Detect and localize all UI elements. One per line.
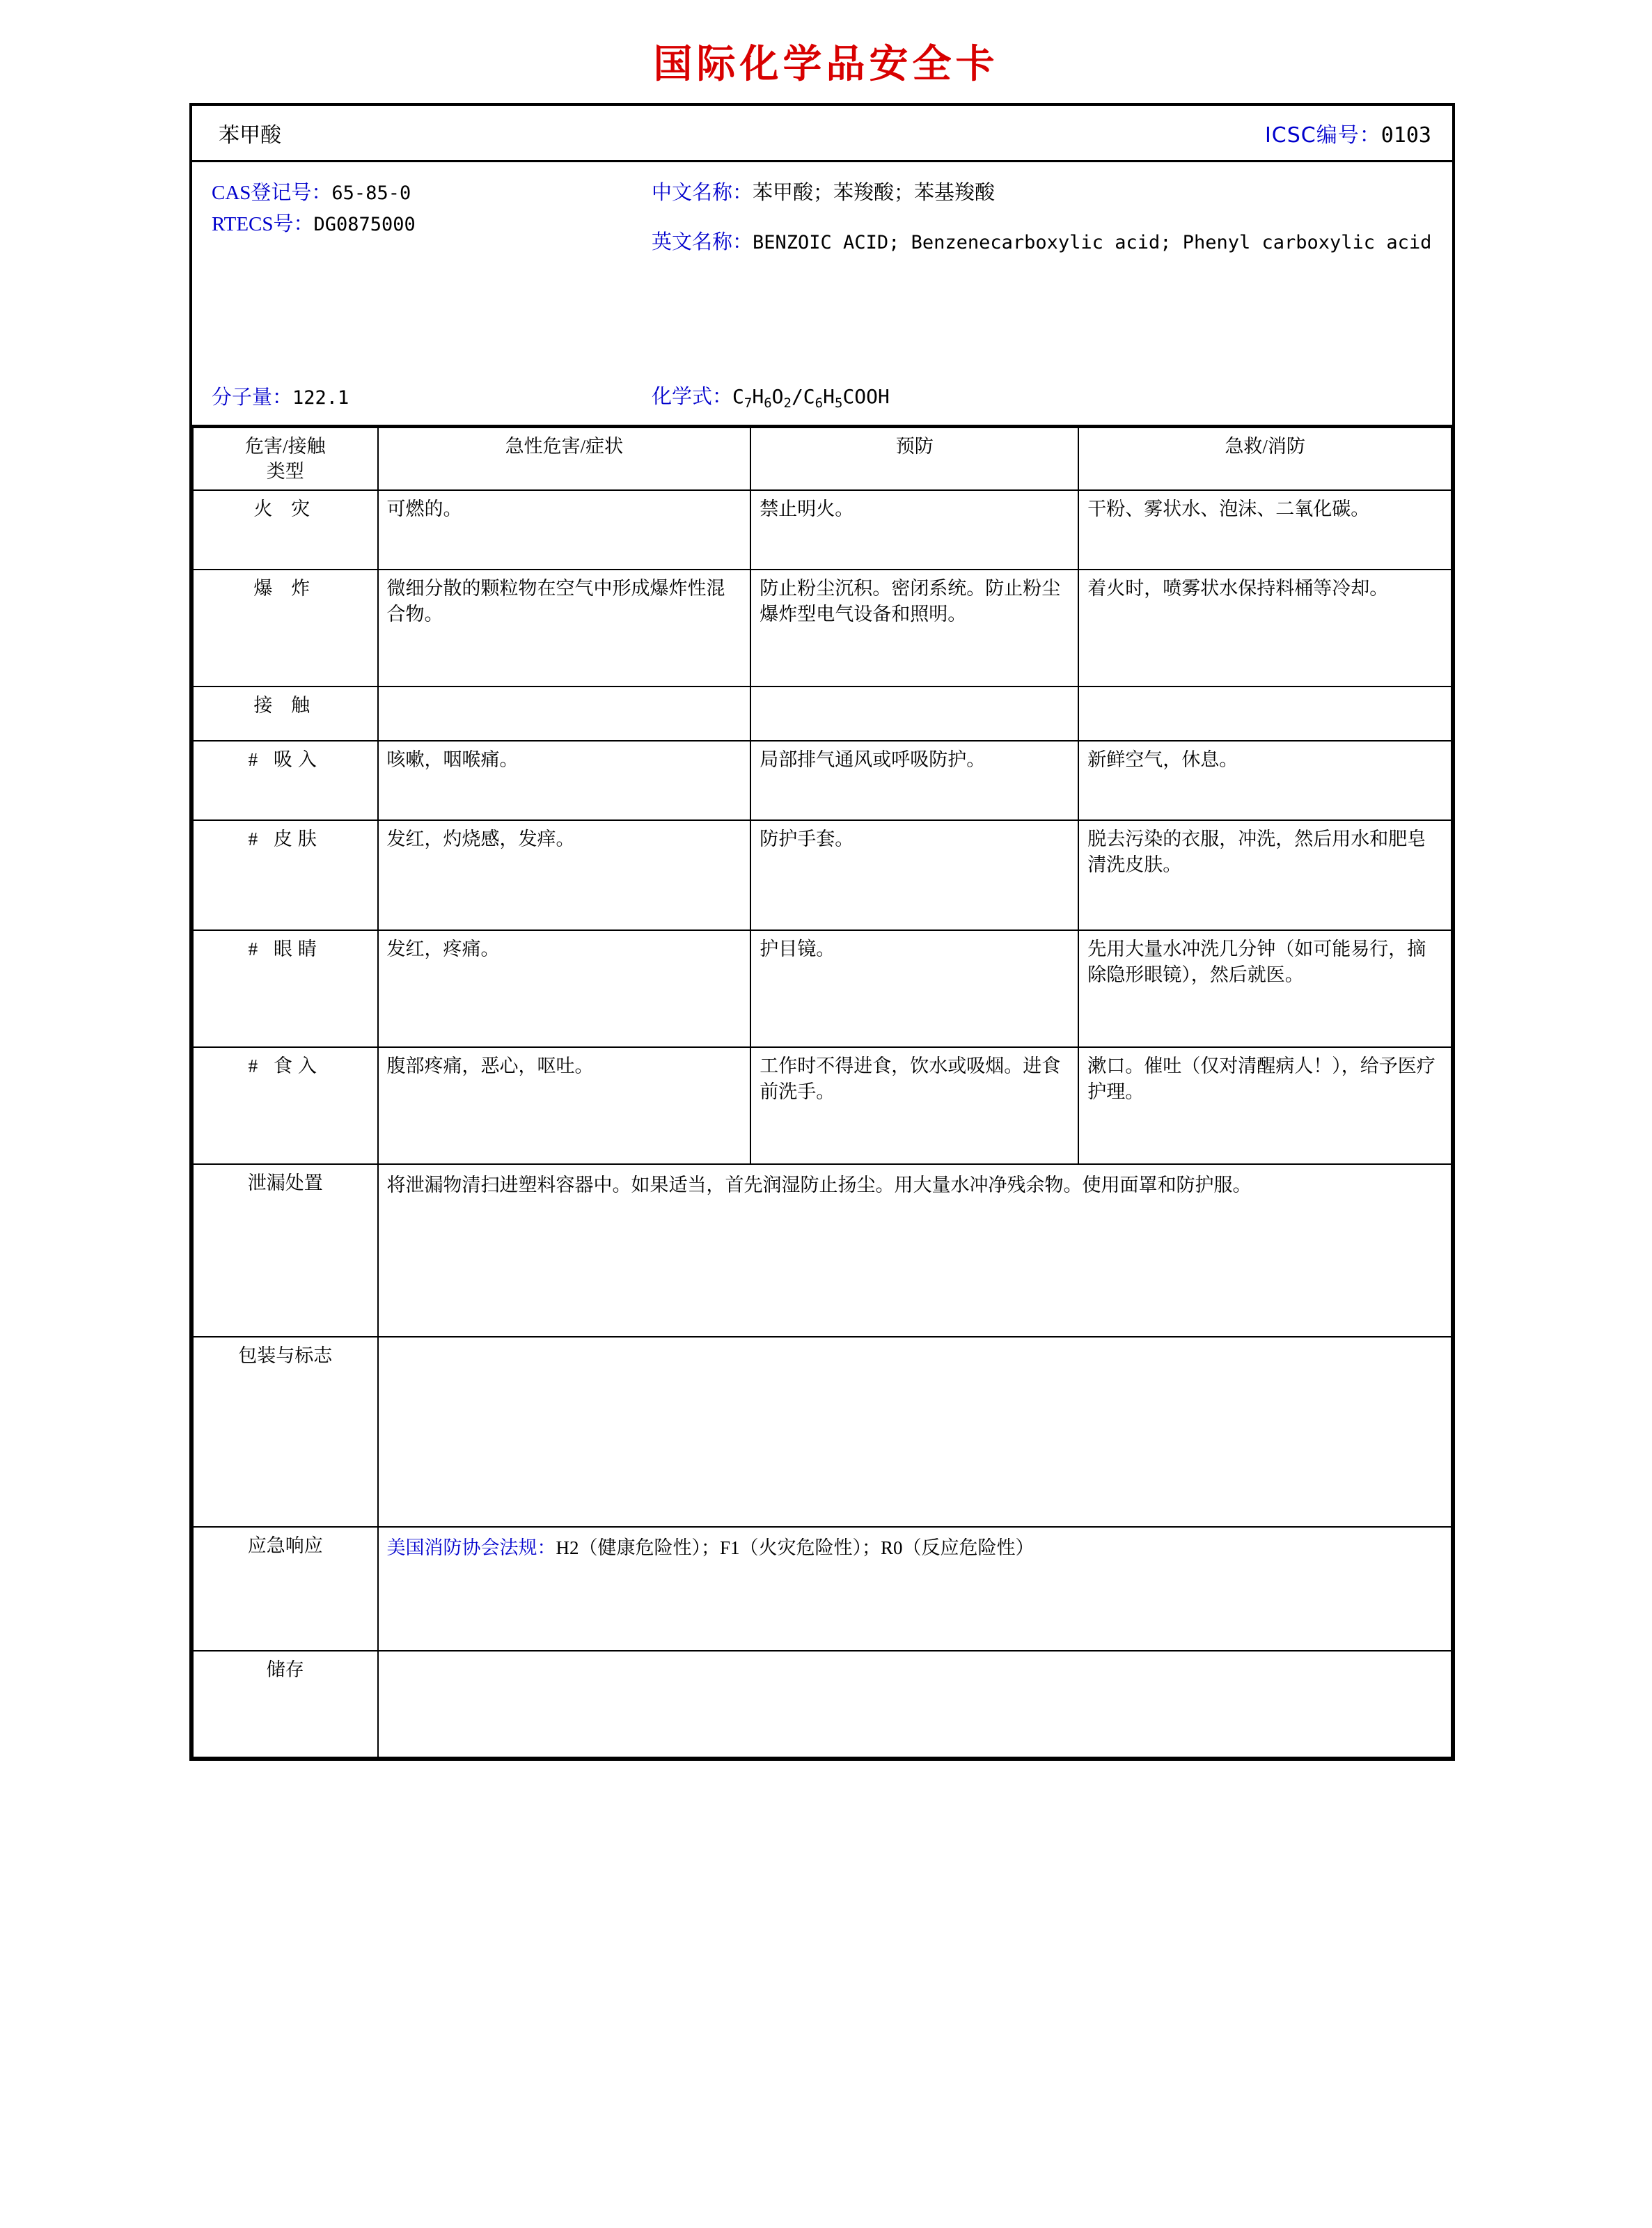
- en-names-value: BENZOIC ACID; Benzenecarboxylic acid; Phenyl carboxylic acid: [753, 231, 1432, 253]
- row-label-fire: 火 灾: [193, 490, 378, 570]
- inhalation-prevention: 局部排气通风或呼吸防护。: [750, 741, 1078, 820]
- inhalation-symptoms: 咳嗽，咽喉痛。: [378, 741, 751, 820]
- contact-symptoms: [378, 687, 751, 741]
- table-row: [193, 570, 1452, 687]
- table-row: [193, 741, 1452, 820]
- packaging-text: [378, 1337, 1452, 1527]
- identification-block: [192, 162, 1452, 427]
- hazards-table: [192, 427, 1452, 1758]
- emergency-cell: [378, 1527, 1452, 1651]
- cas-value: 65-85-0: [331, 182, 411, 204]
- table-row: [193, 820, 1452, 930]
- safety-card: [189, 103, 1455, 1761]
- identification-left: [212, 178, 643, 240]
- column-header-type-line1: 危害/接触: [244, 436, 326, 457]
- icsc-value: 0103: [1380, 123, 1431, 148]
- eyes-symptoms: 发红，疼痛。: [378, 930, 751, 1047]
- formula-value: $C_7H_6O_2/C_6H_5COOH$: [732, 384, 890, 411]
- skin-prevention: 防护手套。: [750, 820, 1078, 930]
- mw-value: 122.1: [292, 387, 349, 409]
- ingestion-prevention: 工作时不得进食，饮水或吸烟。进食前洗手。: [750, 1047, 1078, 1164]
- storage-text: [378, 1651, 1452, 1757]
- substance-name: 苯甲酸: [219, 124, 281, 147]
- en-names-label: 英文名称：: [652, 230, 753, 253]
- row-label-packaging: 包装与标志: [193, 1337, 378, 1527]
- table-header-row: [193, 427, 1452, 490]
- rtecs-label: RTECS号：: [212, 212, 314, 235]
- row-label-contact: 接 触: [193, 687, 378, 741]
- table-row: [193, 930, 1452, 1047]
- column-header-firstaid: 急救/消防: [1078, 427, 1452, 490]
- eyes-prevention: 护目镜。: [750, 930, 1078, 1047]
- row-label-eyes: # 眼睛: [193, 930, 378, 1047]
- cn-names-row: [652, 178, 1438, 209]
- explosion-prevention: 防止粉尘沉积。密闭系统。防止粉尘爆炸型电气设备和照明。: [750, 570, 1078, 687]
- skin-firstaid: 脱去污染的衣服，冲洗，然后用水和肥皂清洗皮肤。: [1078, 820, 1452, 930]
- cas-row: [212, 178, 643, 209]
- explosion-firstaid: 着火时，喷雾状水保持料桶等冷却。: [1078, 570, 1452, 687]
- cn-names-value: 苯甲酸；苯羧酸；苯基羧酸: [753, 182, 996, 204]
- table-row: [193, 1527, 1452, 1651]
- inhalation-firstaid: 新鲜空气，休息。: [1078, 741, 1452, 820]
- row-label-ingestion: # 食入: [193, 1047, 378, 1164]
- formula-row: [652, 382, 890, 414]
- spill-text: 将泄漏物清扫进塑料容器中。如果适当，首先润湿防止扬尘。用大量水冲净残余物。使用面罩和防护服。: [378, 1164, 1452, 1337]
- card-header: [192, 106, 1452, 162]
- rtecs-value: DG0875000: [313, 213, 416, 235]
- emergency-text: H2（健康危险性）；F1（火灾危险性）；R0（反应危险性）: [556, 1537, 1035, 1559]
- icsc-label: ICSC编号：: [1264, 123, 1381, 148]
- table-row: [193, 1047, 1452, 1164]
- row-label-skin: # 皮肤: [193, 820, 378, 930]
- ingestion-symptoms: 腹部疼痛，恶心，呕吐。: [378, 1047, 751, 1164]
- column-header-symptoms: 急性危害/症状: [378, 427, 751, 490]
- explosion-symptoms: 微细分散的颗粒物在空气中形成爆炸性混合物。: [378, 570, 751, 687]
- table-row: [193, 1164, 1452, 1337]
- contact-firstaid: [1078, 687, 1452, 741]
- column-header-type-line2: 类型: [266, 461, 304, 483]
- eyes-firstaid: 先用大量水冲洗几分钟（如可能易行，摘除隐形眼镜），然后就医。: [1078, 930, 1452, 1047]
- identification-right: [652, 178, 1438, 258]
- molecular-weight-row: [212, 382, 349, 414]
- row-label-storage: 储存: [193, 1651, 378, 1757]
- fire-prevention: 禁止明火。: [750, 490, 1078, 570]
- table-row: [193, 1651, 1452, 1757]
- row-label-explosion: 爆 炸: [193, 570, 378, 687]
- en-names-row: [652, 227, 1438, 258]
- row-label-spill: 泄漏处置: [193, 1164, 378, 1337]
- skin-symptoms: 发红，灼烧感，发痒。: [378, 820, 751, 930]
- column-header-type: [193, 427, 378, 490]
- mw-label: 分子量：: [212, 386, 293, 409]
- row-label-emergency: 应急响应: [193, 1527, 378, 1651]
- page-title: 国际化学品安全卡: [653, 42, 999, 87]
- emergency-lead: 美国消防协会法规：: [386, 1537, 556, 1559]
- icsc-number-block: [1265, 118, 1452, 148]
- ingestion-firstaid: 漱口。催吐（仅对清醒病人！），给予医疗护理。: [1078, 1047, 1452, 1164]
- formula-label: 化学式：: [652, 385, 733, 408]
- rtecs-row: [212, 209, 643, 240]
- cas-label: CAS登记号：: [212, 182, 332, 204]
- fire-symptoms: 可燃的。: [378, 490, 751, 570]
- row-label-inhalation: # 吸入: [193, 741, 378, 820]
- contact-prevention: [750, 687, 1078, 741]
- fire-firstaid: 干粉、雾状水、泡沫、二氧化碳。: [1078, 490, 1452, 570]
- cn-names-label: 中文名称：: [652, 182, 753, 204]
- table-row: [193, 1337, 1452, 1527]
- table-row: [193, 687, 1452, 741]
- column-header-prevention: 预防: [750, 427, 1078, 490]
- table-row: [193, 490, 1452, 570]
